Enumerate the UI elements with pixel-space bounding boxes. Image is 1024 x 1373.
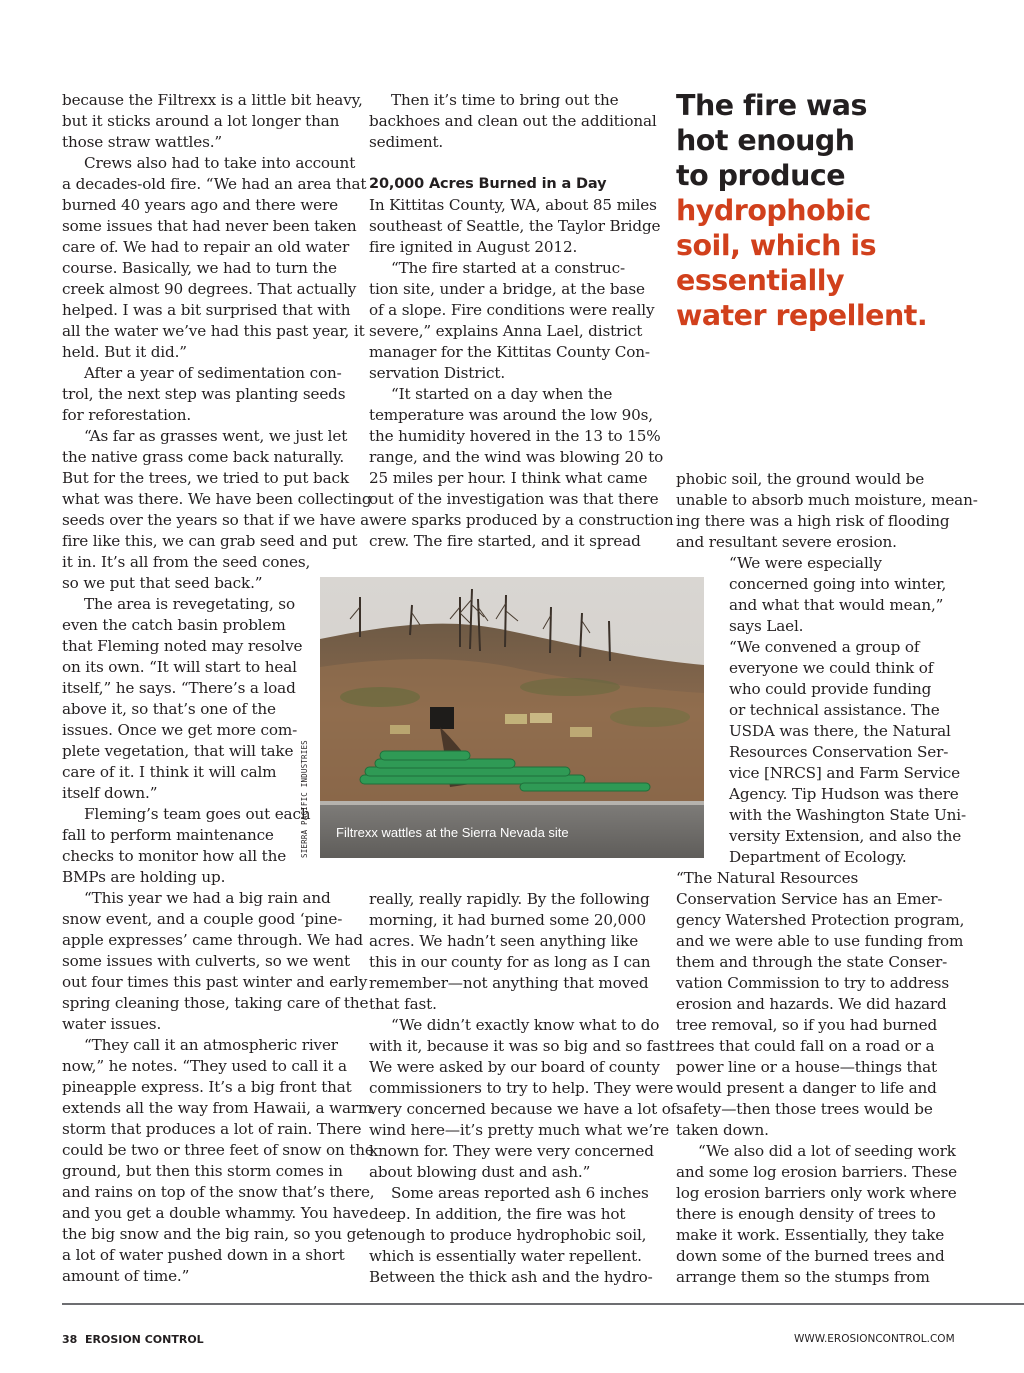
text-line: that Fleming noted may resolve bbox=[62, 637, 303, 655]
text-line: crew. The fire started, and it spread bbox=[369, 532, 641, 550]
text-line: “It started on a day when the bbox=[391, 385, 613, 403]
text-line bbox=[369, 153, 673, 174]
text-line: checks to monitor how all the bbox=[62, 847, 287, 865]
text-line: “We convened a group of bbox=[729, 638, 920, 656]
section-subhead: 20,000 Acres Burned in a Day bbox=[369, 176, 607, 192]
text-line: vation Commission to try to address bbox=[676, 974, 949, 992]
text-line: this in our county for as long as I can bbox=[369, 953, 651, 971]
pull-quote-line: hot enough bbox=[676, 124, 855, 157]
text-line: them and through the state Conser- bbox=[676, 953, 948, 971]
text-line: care of. We had to repair an old water bbox=[62, 238, 350, 256]
text-line: After a year of sedimentation con- bbox=[84, 364, 342, 382]
text-line: the big snow and the big rain, so you get bbox=[62, 1225, 371, 1243]
pull-quote-line: hydrophobic bbox=[676, 194, 871, 227]
page-number: 38 bbox=[62, 1333, 78, 1346]
text-line: Then it’s time to bring out the bbox=[391, 91, 619, 109]
text-line: ing there was a high risk of flooding bbox=[676, 512, 950, 530]
text-line: seeds over the years so that if we have a bbox=[62, 511, 370, 529]
text-line: phobic soil, the ground would be bbox=[676, 470, 925, 488]
text-line: it in. It’s all from the seed cones, bbox=[62, 553, 311, 571]
text-line: Fleming’s team goes out each bbox=[84, 805, 311, 823]
text-line: water issues. bbox=[62, 1015, 162, 1033]
text-line: even the catch basin problem bbox=[62, 616, 286, 634]
text-line: itself down.” bbox=[62, 784, 158, 802]
article-column-2-top bbox=[369, 90, 673, 552]
text-line: and what that would mean,” bbox=[729, 596, 944, 614]
text-line: BMPs are holding up. bbox=[62, 868, 226, 886]
text-line: everyone we could think of bbox=[729, 659, 934, 677]
text-line: care of it. I think it will calm bbox=[62, 763, 277, 781]
photo-caption: Filtrexx wattles at the Sierra Nevada site bbox=[336, 825, 569, 840]
text-line: trol, the next step was planting seeds bbox=[62, 385, 346, 403]
footer-rule bbox=[62, 1303, 1024, 1305]
text-line: the native grass come back naturally. bbox=[62, 448, 345, 466]
text-line: on its own. “It will start to heal bbox=[62, 658, 297, 676]
text-line: remember—not anything that moved bbox=[369, 974, 649, 992]
text-line: range, and the wind was blowing 20 to bbox=[369, 448, 664, 466]
text-line: of a slope. Fire conditions were really bbox=[369, 301, 655, 319]
text-line: manager for the Kittitas County Con- bbox=[369, 343, 650, 361]
text-line: and rains on top of the snow that’s there, bbox=[62, 1183, 375, 1201]
text-line: a decades-old fire. “We had an area that bbox=[62, 175, 367, 193]
text-line: acres. We hadn’t seen anything like bbox=[369, 932, 639, 950]
text-line: who could provide funding bbox=[729, 680, 932, 698]
text-line: plete vegetation, that will take bbox=[62, 742, 294, 760]
text-line: The area is revegetating, so bbox=[84, 595, 295, 613]
text-line: that fast. bbox=[369, 995, 437, 1013]
article-column-3-a bbox=[676, 469, 978, 553]
text-line: gency Watershed Protection program, bbox=[676, 911, 965, 929]
text-line: ground, but then this storm comes in bbox=[62, 1162, 343, 1180]
text-line: Department of Ecology. bbox=[729, 848, 907, 866]
pull-quote-line: essentially bbox=[676, 264, 845, 297]
text-line: Conservation Service has an Emer- bbox=[676, 890, 943, 908]
photo-credit: SIERRA PACIFIC INDUSTRIES bbox=[300, 740, 309, 858]
text-line: enough to produce hydrophobic soil, bbox=[369, 1226, 647, 1244]
text-line: but it sticks around a lot longer than bbox=[62, 112, 340, 130]
text-line: concerned going into winter, bbox=[729, 575, 947, 593]
text-line: itself,” he says. “There’s a load bbox=[62, 679, 296, 697]
text-line: Between the thick ash and the hydro- bbox=[369, 1268, 653, 1286]
text-line: known for. They were very concerned bbox=[369, 1142, 654, 1160]
text-line: amount of time.” bbox=[62, 1267, 190, 1285]
text-line: “We didn’t exactly know what to do bbox=[391, 1016, 660, 1034]
text-line: above it, so that’s one of the bbox=[62, 700, 276, 718]
pull-quote-line: water repellent. bbox=[676, 299, 928, 332]
text-line: commissioners to try to help. They were bbox=[369, 1079, 674, 1097]
text-line: a lot of water pushed down in a short bbox=[62, 1246, 345, 1264]
text-line: and we were able to use funding from bbox=[676, 932, 964, 950]
text-line: southeast of Seattle, the Taylor Bridge bbox=[369, 217, 661, 235]
text-line: arrange them so the stumps from bbox=[676, 1268, 930, 1286]
text-line: the humidity hovered in the 13 to 15% bbox=[369, 427, 661, 445]
text-line: which is essentially water repellent. bbox=[369, 1247, 642, 1265]
text-line: pineapple express. It’s a big front that bbox=[62, 1078, 352, 1096]
text-line: because the Filtrexx is a little bit heavy, bbox=[62, 91, 363, 109]
pull-quote-line: soil, which is bbox=[676, 229, 877, 262]
text-line: down some of the burned trees and bbox=[676, 1247, 945, 1265]
text-line: course. Basically, we had to turn the bbox=[62, 259, 337, 277]
text-line: In Kittitas County, WA, about 85 miles bbox=[369, 196, 657, 214]
article-column-2-bottom bbox=[369, 889, 679, 1288]
text-line: burned 40 years ago and there were bbox=[62, 196, 338, 214]
text-line: make it work. Essentially, they take bbox=[676, 1226, 945, 1244]
text-line: there is enough density of trees to bbox=[676, 1205, 936, 1223]
text-line: Agency. Tip Hudson was there bbox=[729, 785, 959, 803]
text-line: “As far as grasses went, we just let bbox=[84, 427, 348, 445]
text-line: some issues that had never been taken bbox=[62, 217, 357, 235]
text-line: with it, because it was so big and so fast. bbox=[369, 1037, 680, 1055]
text-line: fall to perform maintenance bbox=[62, 826, 274, 844]
text-line: and some log erosion barriers. These bbox=[676, 1163, 958, 1181]
text-line: We were asked by our board of county bbox=[369, 1058, 660, 1076]
text-line: trees that could fall on a road or a bbox=[676, 1037, 935, 1055]
text-line: erosion and hazards. We did hazard bbox=[676, 995, 947, 1013]
text-line: vice [NRCS] and Farm Service bbox=[729, 764, 961, 782]
text-line: fire ignited in August 2012. bbox=[369, 238, 578, 256]
text-line: versity Extension, and also the bbox=[729, 827, 962, 845]
text-line: “We were especially bbox=[729, 554, 882, 572]
text-line: issues. Once we get more com- bbox=[62, 721, 298, 739]
magazine-name: EROSION CONTROL bbox=[84, 1333, 204, 1346]
text-line: temperature was around the low 90s, bbox=[369, 406, 653, 424]
text-line: “We also did a lot of seeding work bbox=[698, 1142, 956, 1160]
text-line: what was there. We have been collecting bbox=[62, 490, 372, 508]
text-line: servation District. bbox=[369, 364, 506, 382]
text-line: would present a danger to life and bbox=[676, 1079, 937, 1097]
text-line: USDA was there, the Natural bbox=[729, 722, 951, 740]
text-line: power line or a house—things that bbox=[676, 1058, 938, 1076]
pull-quote-line: to produce bbox=[676, 159, 846, 192]
text-line: held. But it did.” bbox=[62, 343, 187, 361]
text-line: Crews also had to take into account bbox=[84, 154, 356, 172]
text-line: 25 miles per hour. I think what came bbox=[369, 469, 648, 487]
article-column-3-b bbox=[729, 553, 966, 868]
text-line: “This year we had a big rain and bbox=[84, 889, 331, 907]
text-line: tion site, under a bridge, at the base bbox=[369, 280, 645, 298]
text-line: or technical assistance. The bbox=[729, 701, 940, 719]
text-line: and you get a double whammy. You have bbox=[62, 1204, 369, 1222]
text-line: spring cleaning those, taking care of the bbox=[62, 994, 369, 1012]
text-line: “They call it an atmospheric river bbox=[84, 1036, 338, 1054]
text-line: says Lael. bbox=[729, 617, 804, 635]
photo-filtrexx-wattles bbox=[320, 577, 704, 858]
text-line: deep. In addition, the fire was hot bbox=[369, 1205, 626, 1223]
text-line: some issues with culverts, so we went bbox=[62, 952, 350, 970]
text-line: backhoes and clean out the additional bbox=[369, 112, 657, 130]
text-line: log erosion barriers only work where bbox=[676, 1184, 957, 1202]
text-line: wind here—it’s pretty much what we’re bbox=[369, 1121, 669, 1139]
text-line: morning, it had burned some 20,000 bbox=[369, 911, 647, 929]
text-line: so we put that seed back.” bbox=[62, 574, 263, 592]
website-url: WWW.EROSIONCONTROL.COM bbox=[794, 1333, 955, 1345]
text-line: and resultant severe erosion. bbox=[676, 533, 897, 551]
pull-quote bbox=[676, 88, 927, 333]
text-line: unable to absorb much moisture, mean- bbox=[676, 491, 978, 509]
text-line: Resources Conservation Ser- bbox=[729, 743, 949, 761]
text-line: Some areas reported ash 6 inches bbox=[391, 1184, 649, 1202]
text-line: tree removal, so if you had burned bbox=[676, 1016, 938, 1034]
text-line: for reforestation. bbox=[62, 406, 192, 424]
photo-illustration bbox=[320, 577, 704, 858]
text-line: “The fire started at a construc- bbox=[391, 259, 625, 277]
text-line: creek almost 90 degrees. That actually bbox=[62, 280, 357, 298]
text-line: out four times this past winter and early bbox=[62, 973, 368, 991]
text-line: very concerned because we have a lot of bbox=[369, 1100, 677, 1118]
text-line: safety—then those trees would be bbox=[676, 1100, 933, 1118]
text-line: “The Natural Resources bbox=[676, 869, 859, 887]
text-line: could be two or three feet of snow on the bbox=[62, 1141, 374, 1159]
text-line: about blowing dust and ash.” bbox=[369, 1163, 591, 1181]
text-line: severe,” explains Anna Lael, district bbox=[369, 322, 643, 340]
text-line: taken down. bbox=[676, 1121, 769, 1139]
text-line: now,” he notes. “They used to call it a bbox=[62, 1057, 347, 1075]
text-line: really, really rapidly. By the following bbox=[369, 890, 650, 908]
text-line: all the water we’ve had this past year, it bbox=[62, 322, 365, 340]
text-line: helped. I was a bit surprised that with bbox=[62, 301, 351, 319]
text-line: storm that produces a lot of rain. There bbox=[62, 1120, 362, 1138]
text-line: with the Washington State Uni- bbox=[729, 806, 966, 824]
text-line: were sparks produced by a construction bbox=[369, 511, 674, 529]
text-line: extends all the way from Hawaii, a warm bbox=[62, 1099, 373, 1117]
text-line: sediment. bbox=[369, 133, 444, 151]
text-line: snow event, and a couple good ‘pine- bbox=[62, 910, 343, 928]
text-line: those straw wattles.” bbox=[62, 133, 223, 151]
text-line: apple expresses’ came through. We had bbox=[62, 931, 363, 949]
text-line: out of the investigation was that there bbox=[369, 490, 659, 508]
text-line: But for the trees, we tried to put back bbox=[62, 469, 349, 487]
text-line: fire like this, we can grab seed and put bbox=[62, 532, 358, 550]
article-column-3-c bbox=[676, 868, 964, 1288]
pull-quote-line: The fire was bbox=[676, 89, 867, 122]
footer-folio bbox=[62, 1333, 204, 1346]
